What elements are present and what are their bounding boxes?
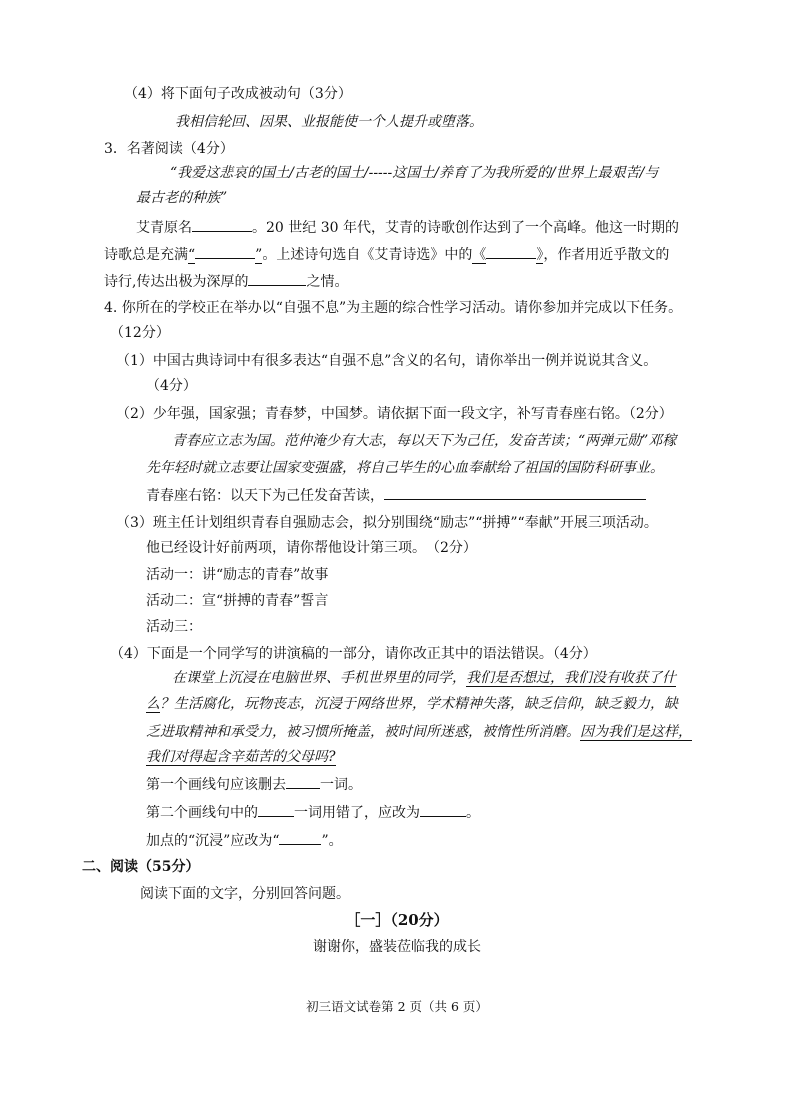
- speech-text: 在课堂上沉浸在电脑世界、手机世界里的同学，: [172, 670, 466, 686]
- q3-text: 艾青原名: [136, 220, 192, 236]
- answer-text: 一词用错了，应改为: [294, 805, 420, 821]
- section-heading: ［一］（20分）: [345, 911, 449, 929]
- q4-heading: 4. 你所在的学校正在举办以“自强不息”为主题的综合性学习活动。请你参加并完成以下任务。: [104, 300, 683, 316]
- q4-sub3-line-2: 他已经设计好前两项，请你帮他设计第三项。 （2分）: [146, 540, 477, 556]
- underlined-sentence-2: 因为我们是这样，: [580, 724, 692, 740]
- q4-sub2-text-1: 青春应立志为国。范仲淹少有大志，每以天下为己任，发奋苦读；“两弹元勋”邓稼: [172, 433, 677, 449]
- poem-line-2: 最古老的种族”: [136, 190, 228, 206]
- activity-1: 活动一：讲“励志的青春”故事: [146, 567, 329, 583]
- q4-sub1-score: （4分）: [146, 378, 197, 394]
- answer-blank-correct-word[interactable]: [420, 802, 466, 817]
- q3-para-line-3: [104, 271, 348, 292]
- poem-line-1: “我爱这悲哀的国土/古老的国土/-----这国土/养育了为我所爱的/世界上最艰苦/与: [170, 165, 659, 181]
- q3-text: 之情。: [306, 274, 349, 290]
- underlined-sentence-1-end: 么: [146, 696, 160, 712]
- book-mark-close: 》: [536, 247, 544, 263]
- q3-para-line-2: [104, 244, 669, 265]
- rewrite-passive-prompt: （4）将下面句子改成被动句（3分）: [124, 86, 352, 102]
- answer-line-2: [146, 802, 480, 823]
- passive-sentence: 我相信轮回、因果、业报能使一个人提升或堕落。: [175, 114, 483, 130]
- q4-sub3: （3）班主任计划组织青春自强励志会，拟分别围绕“励志”“拼搏”“奉献”开展三项活动。: [116, 515, 658, 531]
- part2-heading: 二、阅读（55分）: [82, 859, 200, 875]
- answer-text: 加点的“沉浸”应改为“: [146, 833, 280, 849]
- answer-blank-poem-title[interactable]: [486, 244, 536, 259]
- motto-line: [146, 485, 646, 506]
- speech-text: 乏进取精神和承受力，被习惯所掩盖，被时间所迷惑，被惰性所消磨。: [146, 724, 580, 740]
- answer-text: ”。: [321, 833, 343, 849]
- answer-line-1: [146, 774, 362, 795]
- page-footer: 初三语文试卷第 2 页（共 6 页）: [306, 999, 488, 1014]
- answer-text: 一词。: [320, 777, 362, 793]
- q3-text: ，作者用近乎散文的: [543, 247, 670, 263]
- q3-para-line-1: [136, 217, 679, 238]
- answer-blank-style[interactable]: [195, 244, 255, 259]
- answer-line-3: [146, 830, 343, 851]
- speech-text: ？生活腐化，玩物丧志，沉浸于网络世界，学术精神失落，缺乏信仰，缺乏毅力，缺: [160, 696, 678, 712]
- part2-intro: 阅读下面的文字，分别回答问题。: [140, 886, 350, 902]
- answer-blank-wrong-word[interactable]: [258, 802, 294, 817]
- answer-blank-real-name[interactable]: [192, 217, 252, 232]
- answer-blank-delete-word[interactable]: [286, 774, 320, 789]
- quote-open: “: [188, 247, 196, 263]
- q4-sub1: （1）中国古典诗词中有很多表达“自强不息”含义的名句，请你举出一例并说说其含义。: [116, 353, 658, 369]
- q3-heading: 3．名著阅读（4分）: [104, 141, 234, 157]
- q3-text: 。上述诗句选自《艾青诗选》中的: [262, 247, 473, 263]
- book-mark-open: 《: [472, 247, 487, 263]
- answer-blank-emotion[interactable]: [248, 271, 306, 286]
- answer-blank-motto[interactable]: [384, 485, 646, 500]
- quote-close: ”: [255, 247, 263, 263]
- q3-text: 。20 世纪 30 年代，艾青的诗歌创作达到了一个高峰。他这一时期的: [252, 220, 679, 236]
- q4-sub4: （4）下面是一个同学写的讲演稿的一部分，请你改正其中的语法错误。（4分）: [110, 646, 597, 662]
- q3-text: 诗行,传达出极为深厚的: [104, 274, 249, 290]
- underlined-sentence-1: 我们是否想过，我们没有收获了什: [466, 670, 676, 686]
- answer-text: 第二个画线句中的: [146, 805, 258, 821]
- q3-text: 诗歌总是充满: [104, 247, 188, 263]
- answer-text: 第一个画线句应该删去: [146, 777, 286, 793]
- speech-line-1: [172, 668, 676, 688]
- speech-line-2: [146, 694, 678, 714]
- article-title: 谢谢你，盛装莅临我的成长: [313, 939, 481, 955]
- answer-blank-replace-word[interactable]: [279, 830, 321, 845]
- activity-2: 活动二：宣“拼搏的青春”誓言: [146, 593, 329, 609]
- speech-line-3: [146, 722, 692, 742]
- q4-sub2: （2）少年强，国家强；青春梦，中国梦。请依据下面一段文字，补写青春座右铭。（2分）: [116, 406, 673, 422]
- motto-prefix: 青春座右铭：以天下为己任发奋苦读，: [146, 488, 384, 504]
- underlined-sentence-2-end: 我们对得起含辛茹苦的父母吗?: [146, 749, 336, 765]
- q4-sub2-text-2: 先年轻时就立志要让国家变强盛，将自己毕生的心血奉献给了祖国的国防科研事业。: [146, 460, 664, 476]
- activity-3: 活动三：: [146, 619, 202, 635]
- speech-line-4: [146, 747, 336, 767]
- q4-score: （12分）: [110, 325, 170, 341]
- answer-text: 。: [466, 805, 480, 821]
